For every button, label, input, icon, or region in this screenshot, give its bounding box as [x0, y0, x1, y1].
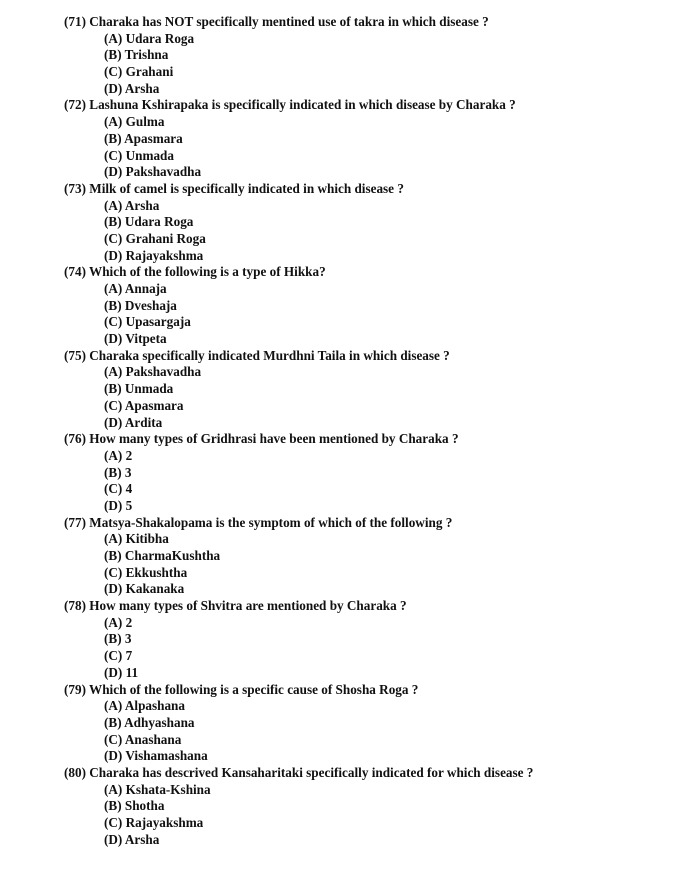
- option-b: (B) Apasmara: [104, 130, 183, 146]
- option-d: (D) Arsha: [104, 831, 160, 847]
- option-c: (C) 4: [104, 481, 133, 497]
- option-c: (C) Rajayakshma: [104, 815, 204, 830]
- option-b: (B) Unmada: [104, 381, 174, 397]
- option-a: (A) Udara Roga: [104, 30, 195, 46]
- option-a: (A) 2: [104, 614, 133, 630]
- question-text: (76) How many types of Gridhrasi have been mentioned by Charaka ?: [64, 431, 459, 447]
- question-text: (75) Charaka specifically indicated Murdhni Taila in which disease ?: [64, 347, 450, 363]
- option-c: (C) Apasmara: [104, 397, 184, 413]
- question-79: [0, 682, 680, 765]
- option-d: (D) Pakshavadha: [104, 164, 202, 180]
- option-b: (B) Trishna: [104, 47, 169, 63]
- question-80: [0, 765, 680, 848]
- option-c: (C) Grahani: [104, 64, 174, 80]
- option-b: (B) Shotha: [104, 798, 165, 814]
- question-75: [0, 348, 680, 431]
- option-a: (A) Annaja: [104, 281, 167, 296]
- question-text: (71) Charaka has NOT specifically mentined use of takra in which disease ?: [64, 14, 489, 29]
- option-a: (A) Arsha: [104, 197, 160, 213]
- option-d: (D) Kakanaka: [104, 581, 185, 597]
- question-74: [0, 264, 680, 347]
- question-72: [0, 97, 680, 180]
- question-text: (73) Milk of camel is specifically indicated in which disease ?: [64, 180, 404, 196]
- question-text: (79) Which of the following is a specific cause of Shosha Roga ?: [64, 681, 419, 697]
- option-b: (B) 3: [104, 464, 132, 480]
- option-d: (D) Ardita: [104, 414, 163, 430]
- option-c: (C) Anashana: [104, 731, 182, 747]
- option-c: (C) 7: [104, 648, 133, 664]
- option-a: (A) Gulma: [104, 114, 165, 130]
- question-text: (72) Lashuna Kshirapaka is specifically indicated in which disease by Charaka ?: [64, 97, 516, 113]
- option-a: (A) Kitibha: [104, 531, 169, 547]
- option-b: (B) CharmaKushtha: [104, 548, 221, 563]
- question-text: (74) Which of the following is a type of Hikka?: [64, 264, 326, 280]
- option-d: (D) Vitpeta: [104, 331, 167, 347]
- option-b: (B) 3: [104, 631, 132, 647]
- option-d: (D) Arsha: [104, 80, 160, 96]
- option-b: (B) Udara Roga: [104, 214, 194, 230]
- option-d: (D) Rajayakshma: [104, 247, 204, 263]
- option-a: (A) Pakshavadha: [104, 364, 202, 380]
- question-78: [0, 598, 680, 681]
- option-c: (C) Unmada: [104, 147, 174, 163]
- option-c: (C) Upasargaja: [104, 314, 191, 330]
- option-d: (D) Vishamashana: [104, 748, 208, 764]
- question-76: [0, 431, 680, 514]
- option-c: (C) Ekkushtha: [104, 564, 188, 580]
- option-d: (D) 5: [104, 497, 133, 513]
- question-77: [0, 515, 680, 598]
- question-page: [0, 14, 680, 848]
- option-b: (B) Adhyashana: [104, 714, 195, 730]
- option-c: (C) Grahani Roga: [104, 230, 206, 246]
- question-text: (77) Matsya-Shakalopama is the symptom of which of the following ?: [64, 514, 453, 530]
- option-a: (A) Kshata-Kshina: [104, 781, 211, 797]
- option-a: (A) Alpashana: [104, 698, 185, 714]
- option-a: (A) 2: [104, 447, 133, 463]
- question-text: (80) Charaka has descrived Kansaharitaki specifically indicated for which disease ?: [64, 764, 534, 780]
- question-text: (78) How many types of Shvitra are mentioned by Charaka ?: [64, 598, 407, 614]
- question-73: [0, 181, 680, 264]
- option-d: (D) 11: [104, 664, 139, 680]
- question-71: [0, 14, 680, 97]
- option-b: (B) Dveshaja: [104, 297, 177, 313]
